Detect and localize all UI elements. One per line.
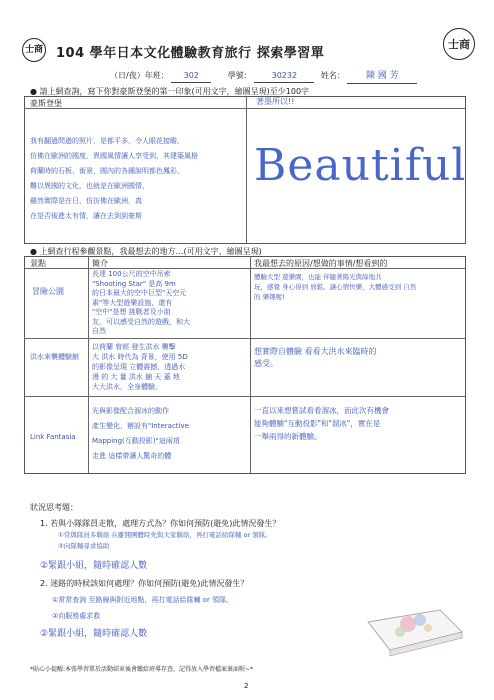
class-label: （日/夜）年班： [110,71,169,80]
student-info-row [110,70,417,84]
section1-instruction: ● 請上網查詢，寫下你對豪斯登堡的第一印象(可用文字，繪圖呈現)至少100字 [30,87,310,96]
school-logo-right: 士商 [443,28,475,60]
text-line: 仿佛在歐洲的國度，異國風情讓人享受到，其建築風格 [30,152,198,160]
text-line: 我有翻過問過的照片，是都平多，令人眼花接瞻， [30,137,184,145]
spot-intro: 長達 100公尺的空中吊索 "Shooting Star" 是高 9m 的日本最大的空中巨型"天空元 素"等大型遊樂設施，還有 "空中"是想 挑戰者及小朋 友，可以感受自然的遊戲，和大 自然 [92,270,190,335]
spot-reason: 想實際自體驗 看看大洪水來臨時的 感受。 [254,347,377,368]
id-value: 30232 [254,70,314,83]
spot-intro: 以荷蘭 曾經 發生洪水 襲擊 大 洪水 時代為 背景，使用 5D 的影像呈現 立體震撼，透過水 漫 的 大 量 洪水 鋪 天 蓋 地 大大洪水，全身體驗， [92,343,188,391]
section1-note: 著墨所以!! [256,97,295,106]
beautiful-drawing: Beautiful [254,140,467,191]
decorative-drawing [360,592,470,662]
text-line: 在是否後進太有情，讓在去到到豪斯 [30,212,142,220]
spot-reason: 一直以來想嘗試看看溜冰，而此次有機會 能夠體驗"互動投影"和"溜冰"，實在是 一舉兩得的新體驗。 [254,406,389,441]
col-header-reason: 我最想去的原因/想做的事情/想看到的 [254,259,388,268]
name-label: 姓名： [320,71,345,80]
spot-name: Link Fantasia [30,433,76,441]
bullet-icon: ● [30,247,37,256]
spot-name: 冒險公園 [32,287,64,296]
answer-2: ①常常查詢 至路線與附近地點，再打電話給隊輔 or 領隊。 ②向服務處求救 [52,596,234,620]
section3-title: 狀況思考題： [30,503,78,512]
section2-instruction: ● 上網查行程參觀景點，我最想去的地方…(可用文字、繪圖呈現) [30,247,262,256]
school-logo-left: 士商 [22,38,46,62]
bullet-icon: ● [30,87,37,96]
text-line: 難以異國的文化，也就是在歐洲國情， [30,182,149,190]
class-value: 302 [171,70,211,83]
text-line: 荷蘭時的石板、街景，國內的各鍾說明都色鳳彩， [30,167,184,175]
id-label: 學號： [227,71,252,80]
text-line: 雖然實際是在日，仿彷佛在歐洲，真 [30,197,142,205]
spot-intro: 光與影像配合溜冰的動作 產生變化，辦設有"Interactive Mapping(互動投影)"這兩項 走進 這樣帶讓人驚奇的體 [92,407,189,460]
answer-2-extra: ②緊跟小組，隨時確認人數 [40,629,148,639]
col-header-spot: 景點 [30,259,46,268]
col-header-intro: 簡介 [92,259,108,268]
section1-handwritten-text [30,134,244,224]
spot-name: 洪水來襲體驗館 [30,353,79,361]
question-1: 1. 若與小隊隊員走散，處理方式為？你如何預防(避免)此情況發生？ [40,519,281,528]
spot-reason: 體驗大型 遊樂園，也能 伴隨著陽光與綠地共 玩，感覺 身心得到 放鬆。讓心情快樂，大體感受到 自然 的 樂趣喔! [254,273,417,301]
answer-1: ①常與隊員多聯絡 在離開團體時先與大家聯絡，再打電話給隊輔 or 領隊。 ②向隊輔尋求協助 [58,531,272,550]
footnote: *貼心小提醒:本張學習單於活動結束後會繳給班導存查，記得放入學習檔案裏面喔~* [30,666,254,673]
page-title: 104 學年日本文化體驗教育旅行 探索學習單 [56,46,325,61]
page-number: 2 [244,682,249,690]
name-value: 陳 國 芳 [347,70,417,84]
answer-1-extra: ②緊跟小組，隨時確認人數 [40,561,148,571]
section1-col-header: 豪斯登堡 [30,99,62,108]
question-2: 2. 迷路的時候該如何處理？你如何預防(避免)此情況發生？ [40,579,249,588]
